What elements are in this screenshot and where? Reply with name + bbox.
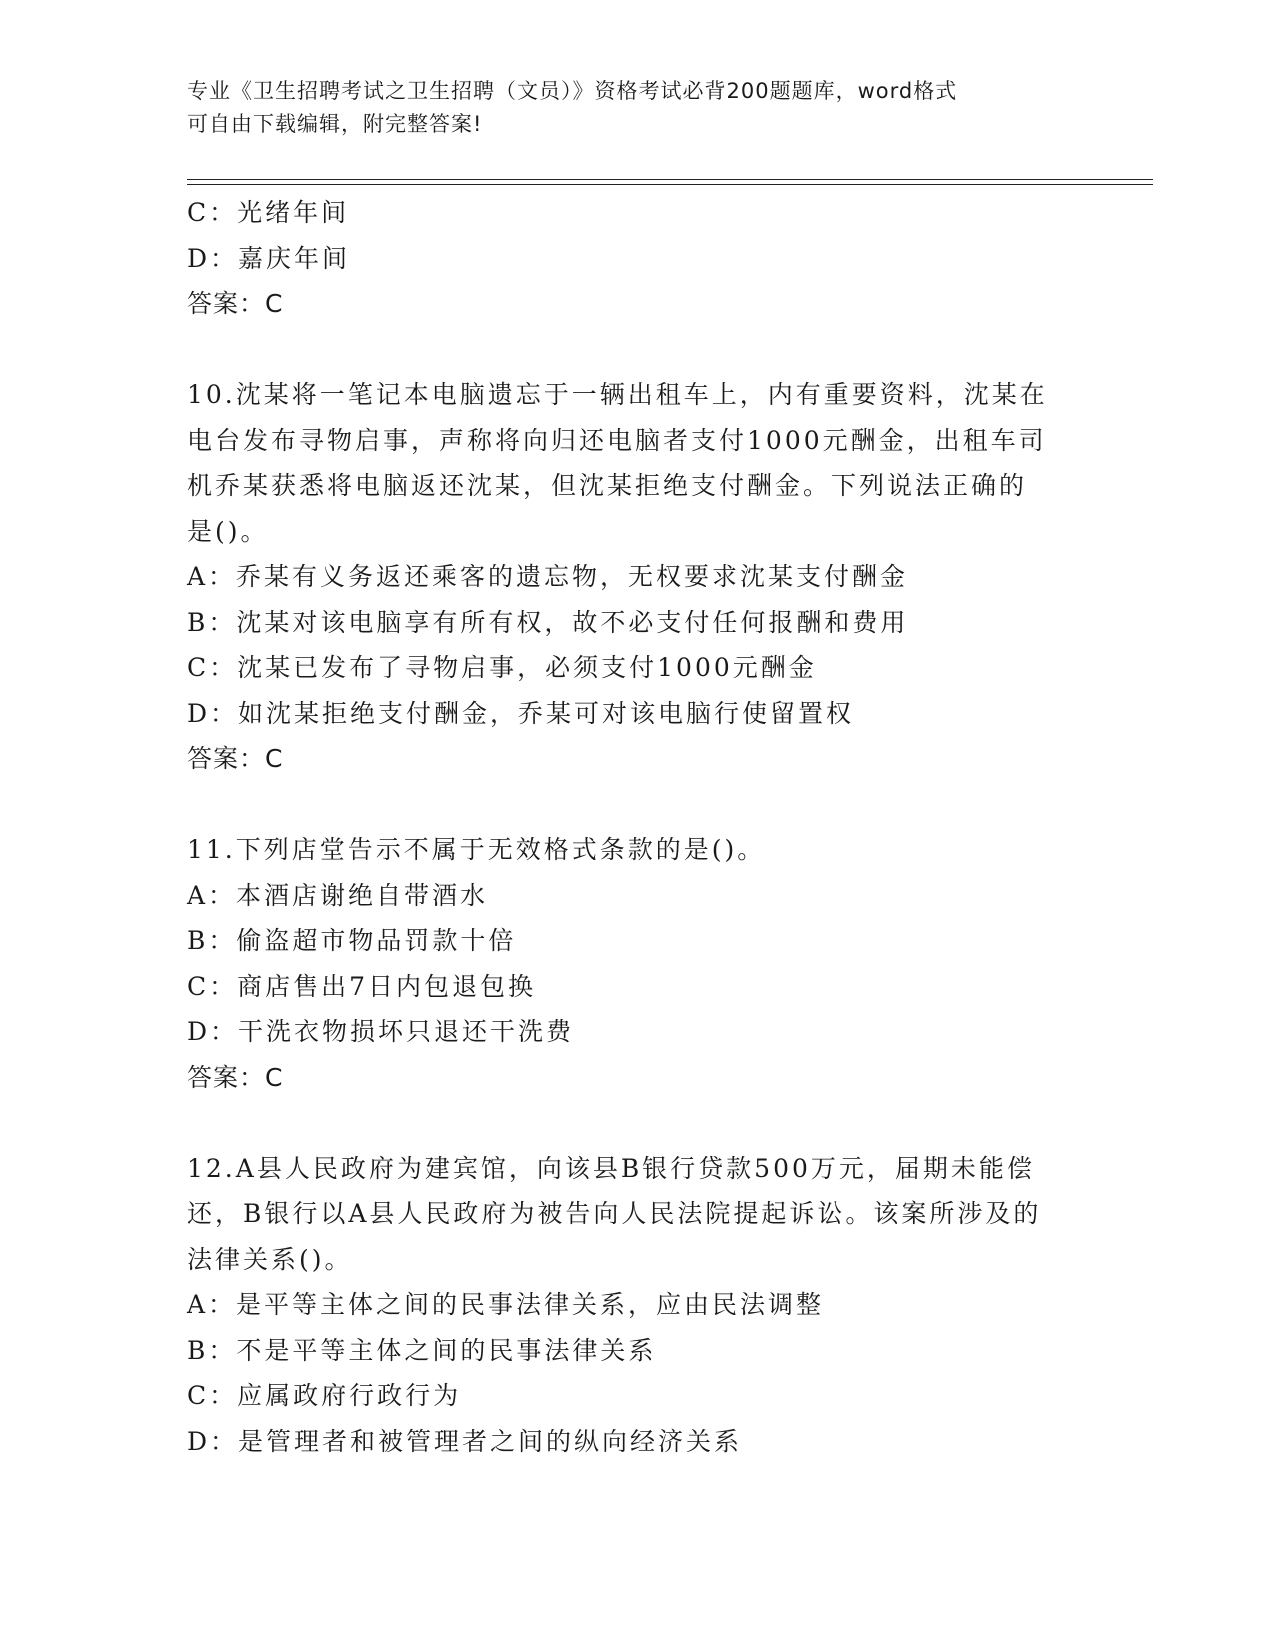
header-divider-thin (187, 179, 1153, 180)
option-c: C：商店售出7日内包退包换 (187, 971, 537, 1001)
question-10 (187, 372, 1087, 782)
spacer (187, 327, 1087, 373)
option-b: B：不是平等主体之间的民事法律关系 (187, 1335, 657, 1365)
spacer (187, 782, 1087, 828)
spacer (187, 1100, 1087, 1146)
option-d: D：干洗衣物损坏只退还干洗费 (187, 1017, 575, 1046)
option-a: A：本酒店谢绝自带酒水 (187, 880, 489, 910)
header-line-2: 可自由下载编辑，附完整答案! (187, 112, 483, 136)
option-c: C：光绪年间 (187, 198, 350, 227)
option-d: D：嘉庆年间 (187, 243, 351, 273)
option-d: D：如沈某拒绝支付酬金，乔某可对该电脑行使留置权 (187, 698, 855, 728)
option-b: B：沈某对该电脑享有所有权，故不必支付任何报酬和费用 (187, 607, 909, 637)
document-header (187, 75, 1087, 141)
question-stem-line: 12.A县人民政府为建宾馆，向该县B银行贷款500万元，届期未能偿 (187, 1153, 1035, 1183)
option-c: C：沈某已发布了寻物启事，必须支付1000元酬金 (187, 653, 817, 682)
document-body (187, 190, 1087, 1464)
answer: 答案：C (187, 1062, 284, 1092)
answer: 答案：C (187, 744, 284, 773)
question-stem-line: 10.沈某将一笔记本电脑遗忘于一辆出租车上，内有重要资料，沈某在 (187, 380, 1048, 409)
question-12 (187, 1146, 1087, 1465)
question-stem-line: 是()。 (187, 516, 269, 546)
option-d: D：是管理者和被管理者之间的纵向经济关系 (187, 1426, 743, 1456)
question-stem-line: 机乔某获悉将电脑返还沈某，但沈某拒绝支付酬金。下列说法正确的 (187, 471, 1028, 500)
question-stem-line: 法律关系()。 (187, 1244, 353, 1274)
option-b: B：偷盗超市物品罚款十倍 (187, 926, 517, 955)
question-stem-line: 电台发布寻物启事，声称将向归还电脑者支付1000元酬金，出租车司 (187, 425, 1047, 455)
option-a: A：乔某有义务返还乘客的遗忘物，无权要求沈某支付酬金 (187, 562, 909, 591)
option-c: C：应属政府行政行为 (187, 1381, 462, 1410)
question-stem-line: 还，B银行以A县人民政府为被告向人民法院提起诉讼。该案所涉及的 (187, 1199, 1042, 1228)
header-divider-thick (187, 184, 1153, 185)
header-line-1: 专业《卫生招聘考试之卫生招聘（文员）》资格考试必背200题题库，word格式 (187, 79, 958, 103)
question-stem-line: 11.下列店堂告示不属于无效格式条款的是()。 (187, 835, 766, 864)
answer: 答案：C (187, 289, 284, 318)
option-a: A：是平等主体之间的民事法律关系，应由民法调整 (187, 1290, 825, 1319)
question-11 (187, 827, 1087, 1100)
prev-question-block (187, 190, 1087, 327)
